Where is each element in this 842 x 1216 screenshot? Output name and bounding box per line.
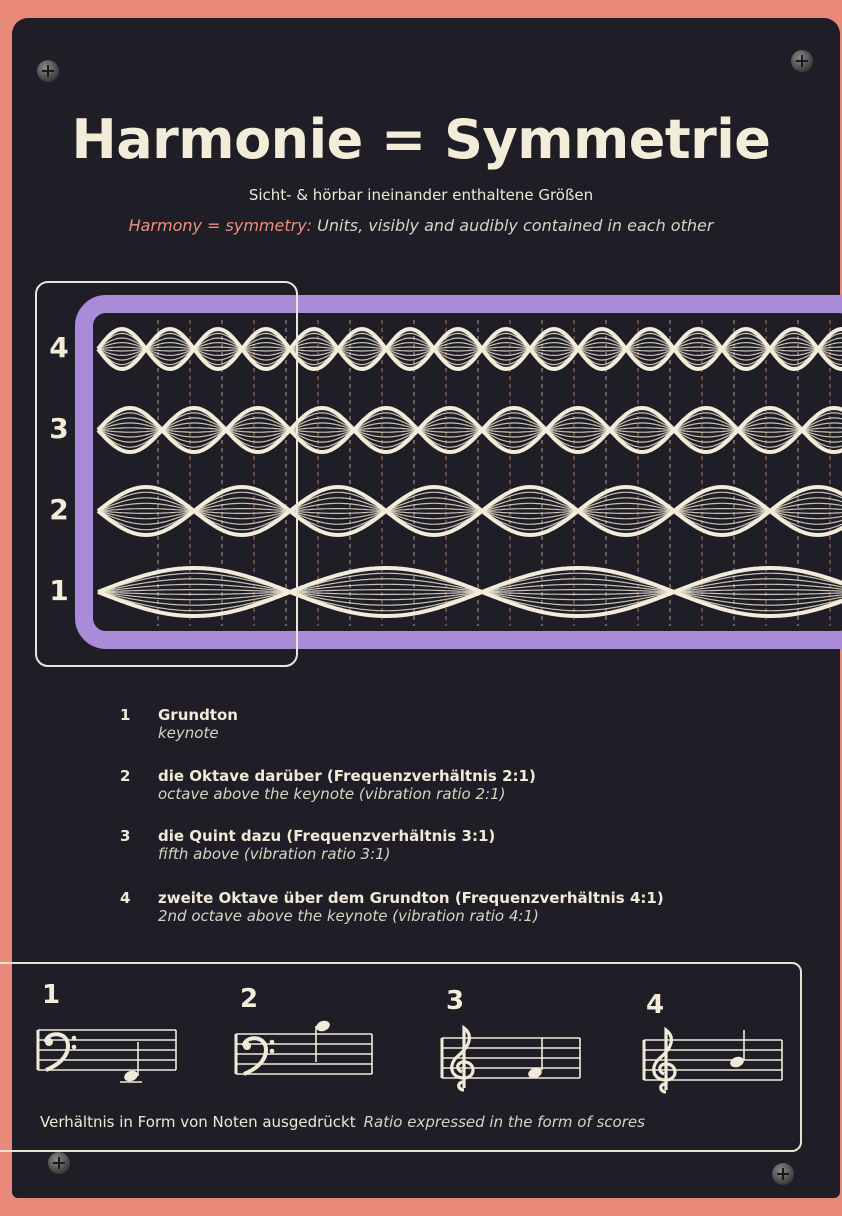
legend-english: fifth above (vibration ratio 3:1) [158, 845, 391, 863]
staff-1 [34, 1020, 184, 1090]
score-number: 3 [446, 986, 465, 1016]
note-head [315, 1020, 332, 1033]
legend-english: keynote [158, 724, 219, 742]
score-caption-english: Ratio expressed in the form of scores [363, 1113, 645, 1131]
subtitle-english-accent: Harmony = symmetry: [128, 216, 313, 235]
screw-icon [48, 1152, 70, 1174]
staff-3 [438, 1024, 588, 1094]
staff-2 [232, 1020, 382, 1090]
legend-german: Grundton [158, 706, 238, 724]
page-title: Harmonie = Symmetrie [71, 108, 771, 171]
score-number: 2 [240, 984, 259, 1014]
staff-4 [640, 1026, 790, 1096]
subtitle-english-rest: Units, visibly and audibly contained in each other [312, 216, 714, 235]
score-caption-german: Verhältnis in Form von Noten ausgedrückt [40, 1113, 356, 1131]
score-number: 1 [42, 980, 61, 1010]
note-head [123, 1069, 140, 1083]
note-head [729, 1055, 746, 1069]
subtitle-german: Sicht- & hörbar ineinander enthaltene Größen [248, 186, 594, 204]
legend-number: 3 [120, 827, 131, 845]
legend-number: 1 [120, 706, 131, 724]
score-number: 4 [646, 990, 665, 1020]
wave-row-label: 4 [49, 331, 69, 364]
legend-number: 2 [120, 767, 131, 785]
legend-german: zweite Oktave über dem Grundton (Frequenzverhältnis 4:1) [158, 889, 664, 907]
wave-row-label: 1 [49, 574, 69, 607]
legend-number: 4 [120, 889, 131, 907]
wave-row-label: 2 [49, 493, 69, 526]
legend-english: 2nd octave above the keynote (vibration ratio 4:1) [158, 907, 539, 925]
screw-icon [772, 1163, 794, 1185]
score-caption [40, 1113, 645, 1131]
wave-row-label: 3 [49, 412, 69, 445]
legend-english: octave above the keynote (vibration ratio 2:1) [158, 785, 506, 803]
legend-german: die Oktave darüber (Frequenzverhältnis 2:1) [158, 767, 536, 785]
legend-german: die Quint dazu (Frequenzverhältnis 3:1) [158, 827, 496, 845]
